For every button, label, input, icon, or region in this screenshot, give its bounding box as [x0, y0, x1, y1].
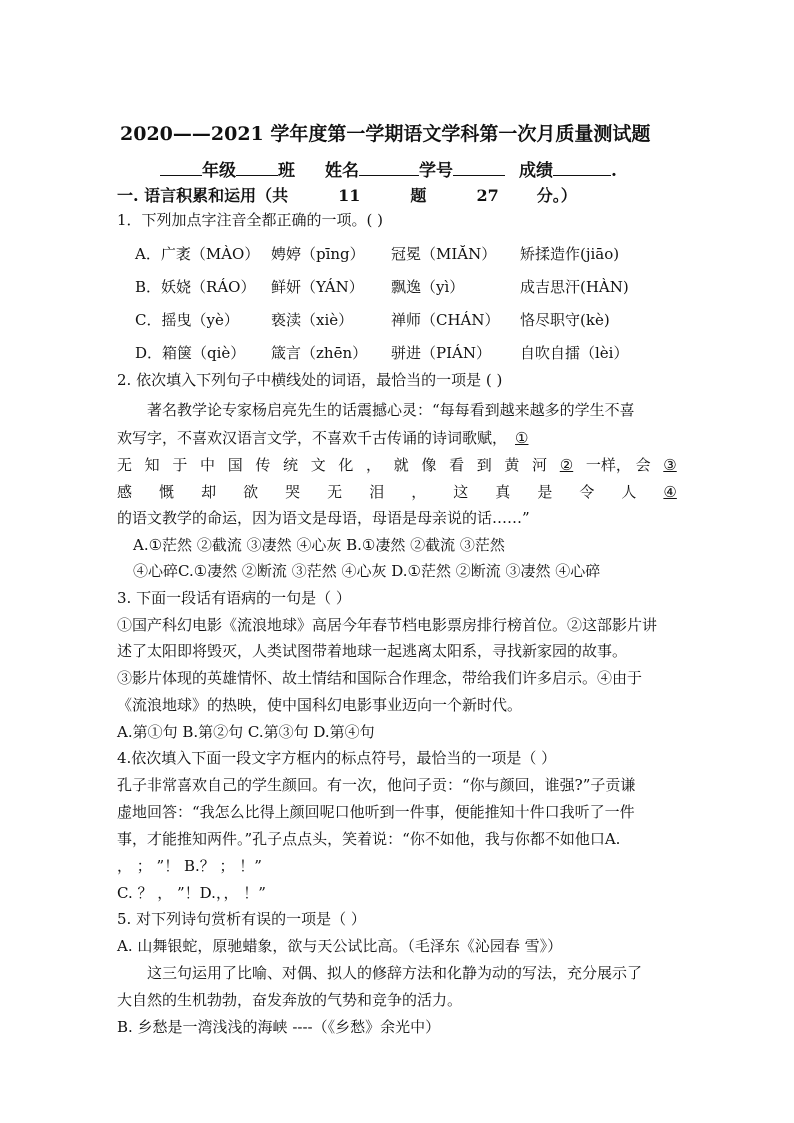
q2-p4-char: 泪: [369, 483, 385, 501]
q1-a-word2: 娉婷（pīng）: [271, 245, 365, 263]
q2-options-line1[interactable]: A.①茫然 ②截流 ③凄然 ④心灰 B.①凄然 ②截流 ③茫然: [133, 536, 505, 554]
q5-option-a[interactable]: A. 山舞银蛇，原驰蜡象，欲与天公试比高。（毛泽东《沁园春 雪》）: [117, 937, 563, 955]
q4-options-line1[interactable]: ， ； ”！ B.？ ； ！”: [117, 857, 262, 875]
q3-passage-line3: ③影片体现的英雄情怀、故土情结和国际合作理念，带给我们许多启示。④由于: [117, 669, 643, 687]
q1-c-word1: C．摇曳（yè）: [135, 311, 239, 329]
q2-p4-char: 这: [453, 483, 469, 501]
q2-p4-row: [117, 482, 677, 502]
q2-p3-char: 文: [310, 456, 326, 474]
q4-options-line2[interactable]: C. ？ ， ”！D.，， ！”: [117, 884, 266, 902]
q3-stem: 3. 下面一段话有语病的一句是（ ）: [117, 589, 351, 607]
q2-p4-char: 无: [327, 483, 343, 501]
q2-p3-char: 像: [421, 456, 437, 474]
q1-b-word2: 鲜妍（YÁN）: [271, 278, 364, 296]
q2-stem: 2. 依次填入下列句子中横线处的词语，最恰当的一项是 ( ): [117, 371, 503, 389]
q4-passage-line2: 虚地回答：“我怎么比得上颜回呢口他听到一件事，便能推知十件口我听了一件: [117, 803, 635, 821]
q2-blank-4[interactable]: ④: [663, 483, 677, 501]
q2-p4-char: 感: [117, 483, 133, 501]
q2-p4-char: 令: [579, 483, 595, 501]
q1-stem: 1．下列加点字注音全都正确的一项。( ): [117, 211, 384, 229]
q2-p3-char: 化: [338, 456, 354, 474]
score-total: 27: [476, 186, 499, 205]
q1-a-word1: A．广袤（MÀO）: [135, 245, 260, 263]
q5-analysis-line1: 这三句运用了比喻、对偶、拟人的修辞方法和化静为动的写法，充分展示了: [147, 964, 643, 982]
grade-label: 年级: [202, 161, 236, 181]
q3-options[interactable]: A.第①句 B.第②句 C.第③句 D.第④句: [117, 723, 375, 741]
q2-p3-char: 国: [227, 456, 243, 474]
q2-blank-3[interactable]: ③: [663, 456, 677, 474]
q2-p3-char: 无: [117, 456, 133, 474]
q4-stem: 4.依次填入下面一段文字方框内的标点符号，最恰当的一项是（ ）: [117, 749, 557, 767]
q1-d-word1: D．箱箧（qiè）: [135, 344, 246, 362]
q1-b-word3: 飘逸（yì）: [391, 278, 465, 296]
class-blank[interactable]: [236, 158, 278, 176]
q2-p3-char: 传: [255, 456, 271, 474]
q2-p3-char: 看: [449, 456, 465, 474]
section-heading: [117, 186, 577, 206]
q2-p3-char: 河: [532, 456, 548, 474]
grade-blank[interactable]: [160, 158, 202, 176]
q2-p3-row: [117, 455, 677, 475]
name-label: 姓名: [325, 161, 359, 181]
q2-p3-char: ，: [366, 456, 382, 474]
q2-p4-char: 真: [495, 483, 511, 501]
q2-p4-char: 慨: [159, 483, 175, 501]
page-title: 2020——2021 学年度第一学期语文学科第一次月质量测试题: [120, 123, 651, 145]
score-blank[interactable]: [553, 158, 611, 176]
q2-p3-char: 黄: [504, 456, 520, 474]
q2-p4-char: 欲: [243, 483, 259, 501]
info-end: .: [611, 161, 617, 181]
q1-d-word3: 骈进（PIÁN）: [391, 344, 491, 362]
q2-p3-char: 统: [283, 456, 299, 474]
q2-passage-line4: [117, 482, 677, 502]
question-count: 11: [338, 186, 361, 205]
q5-option-b[interactable]: B. 乡愁是一湾浅浅的海峡 ----（《乡愁》余光中）: [117, 1018, 441, 1036]
q2-p3-char: 就: [393, 456, 409, 474]
q3-passage-line1: ①国产科幻电影《流浪地球》高居今年春节档电影票房排行榜首位。②这部影片讲: [117, 616, 658, 634]
section-prefix: 一. 语言积累和运用（共: [117, 186, 289, 205]
q2-p3-char: 知: [144, 456, 160, 474]
q2-blank-2[interactable]: ②: [559, 456, 574, 474]
score-label: 成绩: [519, 161, 553, 181]
q2-p4-char: 哭: [285, 483, 301, 501]
q3-passage-line2: 述了太阳即将毁灭，人类试图带着地球一起逃离太阳系，寻找新家园的故事。: [117, 642, 628, 660]
q4-passage-line1: 孔子非常喜欢自己的学生颜回。有一次，他问子贡：“你与颜回，谁强?”子贡谦: [117, 776, 636, 794]
q1-b-word1: B．妖娆（RÁO）: [135, 278, 256, 296]
q5-stem: 5. 对下列诗句赏析有误的一项是（ ）: [117, 910, 366, 928]
number-label: 学号: [419, 161, 453, 181]
q2-p2-text: 欢写字，不喜欢汉语言文学，不喜欢千古传诵的诗词歌赋，: [117, 429, 508, 447]
q1-d-word2: 箴言（zhēn）: [271, 344, 368, 362]
q2-options-line2[interactable]: ④心碎C.①凄然 ②断流 ③茫然 ④心灰 D.①茫然 ②断流 ③凄然 ④心碎: [133, 562, 601, 580]
question-unit: 题: [410, 186, 427, 205]
q2-p3-char: 到: [476, 456, 492, 474]
number-blank[interactable]: [453, 158, 505, 176]
q1-b-word4: 成吉思汗(HÀN): [520, 278, 629, 296]
q2-passage-line1: 著名教学论专家杨启亮先生的话震撼心灵：“每每看到越来越多的学生不喜: [147, 401, 635, 419]
q1-d-word4: 自吹自擂（lèi）: [520, 344, 629, 362]
q4-passage-line3: 事，才能推知两件。”孔子点点头，笑着说：“你不如他，我与你都不如他口A.: [117, 830, 621, 848]
q5-analysis-line2: 大自然的生机勃勃，奋发奔放的气势和竞争的活力。: [117, 991, 463, 1009]
class-label: 班: [278, 161, 295, 181]
q1-c-word4: 恪尽职守(kè): [520, 311, 610, 329]
student-info-line: [160, 158, 617, 182]
score-unit: 分。）: [536, 186, 577, 205]
q2-p3-tail: 一样， 会: [585, 456, 651, 474]
q2-passage-line3: [117, 455, 677, 475]
q2-p4-char: 人: [621, 483, 637, 501]
q2-blank-1[interactable]: ①: [515, 429, 529, 447]
q1-a-word3: 冠冕（MIĂN）: [391, 245, 497, 263]
name-blank[interactable]: [359, 158, 419, 176]
q2-p3-char: 于: [172, 456, 188, 474]
q2-passage-line2: [117, 428, 528, 448]
q2-p3-char: 中: [200, 456, 216, 474]
q2-passage-line5: 的语文教学的命运，因为语文是母语，母语是母亲说的话……”: [117, 509, 530, 527]
q3-passage-line4: 《流浪地球》的热映，使中国科幻电影事业迈向一个新时代。: [117, 696, 523, 714]
q1-c-word2: 亵渎（xiè）: [271, 311, 354, 329]
q2-p4-char: ，: [411, 483, 427, 501]
q2-p4-char: 却: [201, 483, 217, 501]
q2-p4-char: 是: [537, 483, 553, 501]
q1-c-word3: 禅师（CHÁN）: [391, 311, 500, 329]
q1-a-word4: 矫揉造作(jiāo): [520, 245, 620, 263]
